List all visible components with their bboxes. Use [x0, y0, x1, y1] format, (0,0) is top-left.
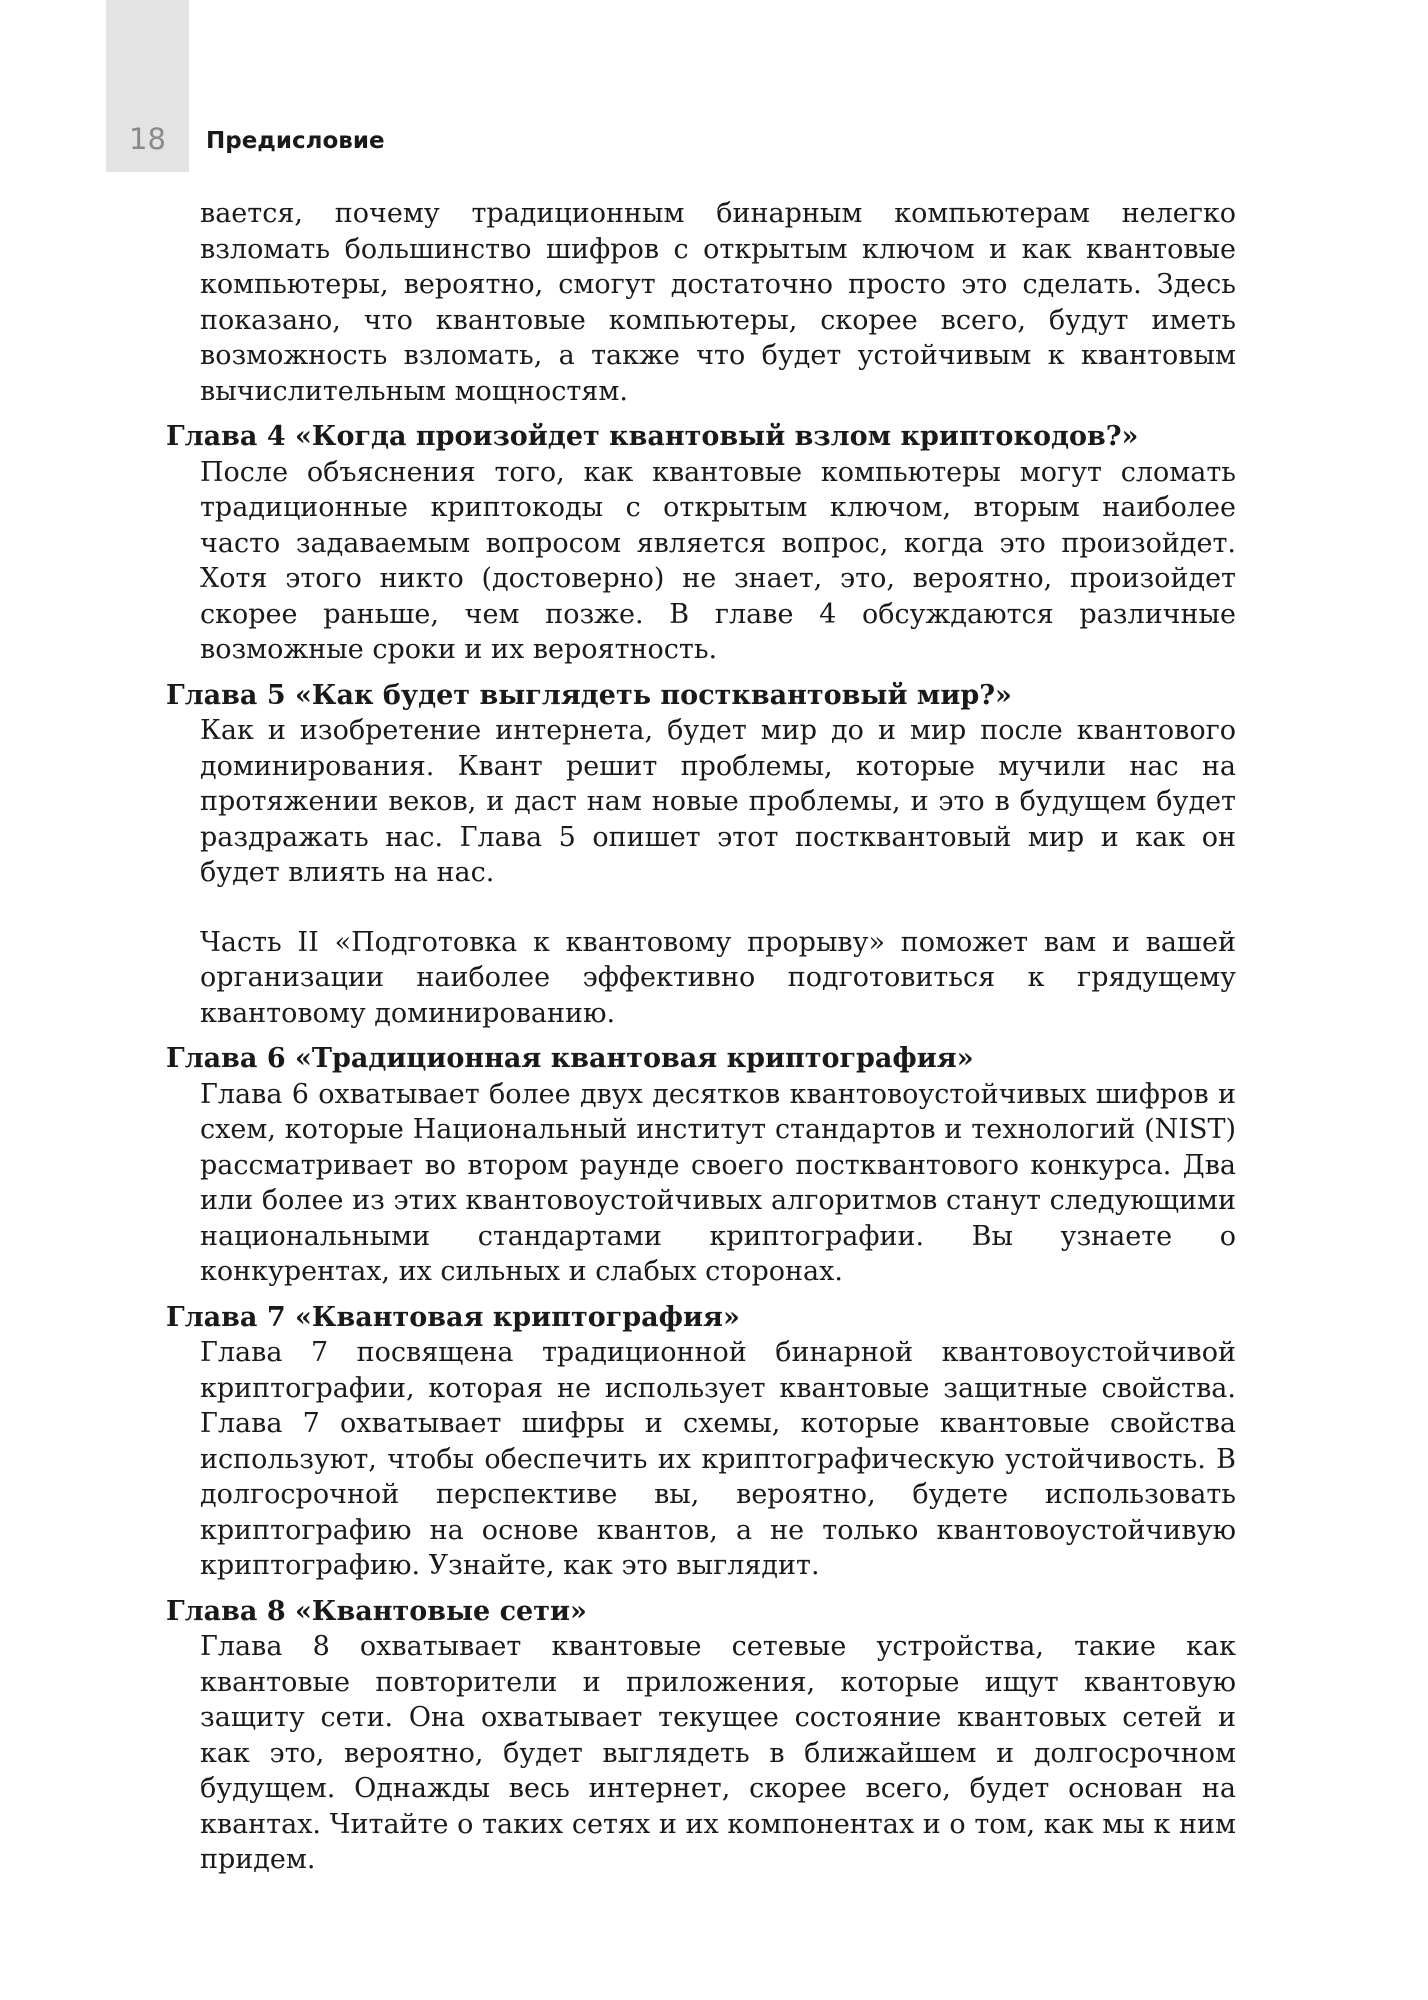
chapter-4-title: Глава 4 «Когда произойдет квантовый взлом криптокодов?» — [166, 421, 1139, 452]
body-text — [166, 196, 1236, 1878]
chapter-5-title: Глава 5 «Как будет выглядеть постквантовый мир?» — [166, 679, 1012, 711]
chapter-6-title: Глава 6 «Традиционная квантовая криптография» — [166, 1043, 974, 1074]
page-number: 18 — [129, 122, 166, 156]
chapter-8-block — [166, 1594, 1236, 1878]
chapter-7-text: Глава 7 посвящена традиционной бинарной квантовоустойчивой криптографии, которая не использует квантовые защитные свойства. Глава 7 охватывает шифры и схемы, которые квантовые свойства используют, чтобы обеспечить их криптографическую устойчивость. В долгосрочной перспективе вы, вероятно, будете использовать криптографию на основе квантов, а не только квантовоустойчивую криптографию. Узнайте, как это выглядит. — [200, 1337, 1236, 1581]
chapter-8-text: Глава 8 охватывает квантовые сетевые устройства, такие как квантовые повторители и приложения, которые ищут квантовую защиту сети. Она охватывает текущее состояние квантовых сетей и как это, вероятно, будет выглядеть в ближайшем и долгосрочном будущем. Однажды весь интернет, скорее всего, будет основан на квантах. Читайте о таких сетях и их компонентах и о том, как мы к ним придем. — [200, 1631, 1236, 1875]
chapter-5-text: Как и изобретение интернета, будет мир до и мир после квантового доминирования. Квант решит проблемы, которые мучили нас на протяжении веков, и даст нам новые проблемы, и это в будущем будет раздражать нас. Глава 5 опишет этот постквантовый мир и как он будет влиять на нас. — [200, 715, 1236, 888]
chapter-4-text: После объяснения того, как квантовые компьютеры могут сломать традиционные криптокоды с открытым ключом, вторым наиболее часто задаваемым вопросом является вопрос, когда это произойдет. Хотя этого никто (достоверно) не знает, это, вероятно, произойдет скорее раньше, чем позже. В главе 4 обсуждаются различные возможные сроки и их вероятность. — [200, 456, 1236, 665]
part-2-intro-paragraph: Часть II «Подготовка к квантовому прорыву» поможет вам и вашей организации наиболее эффективно подготовиться к грядущему квантовому доминированию. — [200, 926, 1236, 1029]
chapter-7-title: Глава 7 «Квантовая криптография» — [166, 1301, 740, 1333]
running-head: Предисловие — [206, 128, 385, 154]
intro-continuation-paragraph: вается, почему традиционным бинарным компьютерам нелегко взломать большинство шифров с открытым ключом и как квантовые компьютеры, вероятно, смогут достаточно просто это сделать. Здесь показано, что квантовые компьютеры, скорее всего, будут иметь возможность взломать, а также что будет устойчивым к квантовым вычислительным мощностям. — [200, 198, 1236, 407]
chapter-5-block — [166, 678, 1236, 891]
chapter-7-block — [166, 1300, 1236, 1584]
chapter-8-title: Глава 8 «Квантовые сети» — [166, 1595, 587, 1627]
chapter-6-block — [166, 1041, 1236, 1290]
chapter-6-text: Глава 6 охватывает более двух десятков квантовоустойчивых шифров и схем, которые Национальный институт стандартов и технологий (NIST) рассматривает во втором раунде своего постквантового конкурса. Два или более из этих квантовоустойчивых алгоритмов станут следующими национальными стандартами криптографии. Вы узнаете о конкурентах, их сильных и слабых сторонах. — [200, 1078, 1236, 1287]
chapter-4-block — [166, 419, 1236, 668]
